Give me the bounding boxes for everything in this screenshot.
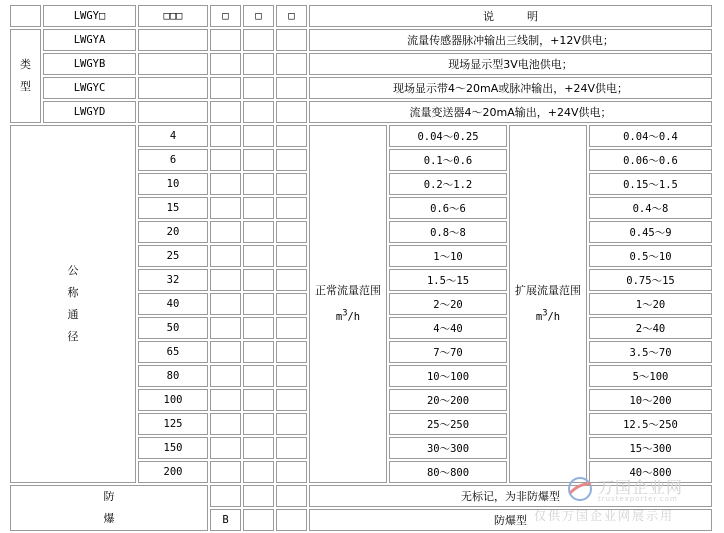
extended-range-cell: 12.5～250 [589, 413, 712, 435]
empty-code-cell [210, 437, 241, 459]
empty-code-cell [210, 149, 241, 171]
type-model-cell: LWGYC [43, 77, 136, 99]
model-prefix-header: LWGY□ [43, 5, 136, 27]
empty-code-cell [138, 77, 208, 99]
diameter-label [10, 125, 136, 483]
extended-range-unit [535, 308, 561, 323]
watermark-domain: trustexporter.com [598, 495, 678, 503]
vertical-label-char: 爆 [103, 512, 115, 525]
empty-code-cell [276, 173, 307, 195]
header-blank-cell [10, 5, 41, 27]
empty-code-cell [276, 461, 307, 483]
vertical-label-char: 径 [67, 330, 79, 343]
type-model-cell: LWGYB [43, 53, 136, 75]
explosion-label [10, 485, 208, 531]
normal-range-cell: 0.6～6 [389, 197, 507, 219]
extended-range-cell: 0.4～8 [589, 197, 712, 219]
normal-range-cell: 1～10 [389, 245, 507, 267]
empty-code-cell [210, 317, 241, 339]
empty-code-cell [243, 365, 274, 387]
extended-range-cell: 1～20 [589, 293, 712, 315]
empty-code-cell [210, 53, 241, 75]
empty-code-cell [210, 245, 241, 267]
empty-code-cell [138, 101, 208, 123]
watermark-brand: 万国企业网 [598, 478, 684, 497]
dn-value-cell: 40 [138, 293, 208, 315]
extended-range-cell: 5～100 [589, 365, 712, 387]
empty-code-cell [276, 197, 307, 219]
extended-range-cell: 3.5～70 [589, 341, 712, 363]
dn-value-cell: 10 [138, 173, 208, 195]
explosion-description-cell: 防爆型 [309, 509, 712, 531]
type-row [10, 29, 712, 51]
empty-code-cell [243, 77, 274, 99]
dn-value-cell: 15 [138, 197, 208, 219]
empty-code-cell [210, 125, 241, 147]
type-label [10, 29, 41, 123]
empty-code-cell [243, 509, 274, 531]
empty-code-cell [210, 293, 241, 315]
extended-range-cell: 0.75～15 [589, 269, 712, 291]
extended-range-cell: 0.5～10 [589, 245, 712, 267]
empty-code-cell [243, 125, 274, 147]
extended-range-cell: 40～800 [589, 461, 712, 483]
extended-range-cell: 15～300 [589, 437, 712, 459]
vertical-label-char: 通 [67, 308, 79, 321]
watermark-note: 仅供万国企业网展示用 [534, 509, 675, 523]
empty-code-cell [138, 53, 208, 75]
dn-value-cell: 65 [138, 341, 208, 363]
normal-range-cell: 30～300 [389, 437, 507, 459]
unit-rest: /h [347, 310, 361, 323]
description-header: 说 明 [309, 5, 712, 27]
type-row [10, 101, 712, 123]
normal-range-cell: 0.1～0.6 [389, 149, 507, 171]
extended-range-label: 扩展流量范围 [515, 284, 581, 298]
empty-code-cell [276, 437, 307, 459]
explosion-code-cell [210, 485, 241, 507]
normal-range-unit [335, 308, 361, 323]
extended-range-cell: 2～40 [589, 317, 712, 339]
empty-code-cell [210, 341, 241, 363]
empty-code-cell [243, 389, 274, 411]
dn-value-cell: 125 [138, 413, 208, 435]
empty-code-cell [210, 173, 241, 195]
normal-range-cell: 2～20 [389, 293, 507, 315]
empty-code-cell [210, 77, 241, 99]
type-model-cell: LWGYD [43, 101, 136, 123]
vertical-label-char: 类 [20, 58, 31, 71]
empty-code-cell [210, 413, 241, 435]
normal-range-header [309, 125, 387, 483]
empty-code-cell [210, 365, 241, 387]
dn-value-cell: 50 [138, 317, 208, 339]
empty-code-cell [243, 197, 274, 219]
normal-range-cell: 10～100 [389, 365, 507, 387]
vertical-label-char: 型 [20, 80, 31, 93]
empty-code-cell [210, 197, 241, 219]
unit-m: m [535, 310, 543, 323]
dn-value-cell: 20 [138, 221, 208, 243]
empty-code-cell [138, 29, 208, 51]
normal-range-cell: 20～200 [389, 389, 507, 411]
normal-range-cell: 0.2～1.2 [389, 173, 507, 195]
type-description-cell: 流量变送器4～20mA输出，+24V供电； [309, 101, 712, 123]
normal-range-label: 正常流量范围 [315, 284, 381, 298]
empty-code-cell [276, 77, 307, 99]
empty-code-cell [243, 149, 274, 171]
spec-table [8, 3, 714, 533]
type-description-cell: 现场显示型3V电池供电； [309, 53, 712, 75]
empty-code-cell [276, 149, 307, 171]
explosion-code-cell: B [210, 509, 241, 531]
code-header-1: □ [210, 5, 241, 27]
normal-range-cell: 4～40 [389, 317, 507, 339]
empty-code-cell [243, 101, 274, 123]
normal-range-cell: 0.8～8 [389, 221, 507, 243]
dn-value-cell: 25 [138, 245, 208, 267]
empty-code-cell [276, 269, 307, 291]
table-body [10, 5, 712, 531]
empty-code-cell [276, 341, 307, 363]
dn-value-cell: 6 [138, 149, 208, 171]
empty-code-cell [276, 293, 307, 315]
vertical-label-char: 称 [67, 286, 79, 299]
dn-value-cell: 200 [138, 461, 208, 483]
empty-code-cell [276, 509, 307, 531]
empty-code-cell [243, 413, 274, 435]
empty-code-cell [243, 293, 274, 315]
empty-code-cell [276, 125, 307, 147]
empty-code-cell [276, 53, 307, 75]
empty-code-cell [243, 221, 274, 243]
extended-range-header [509, 125, 587, 483]
extended-range-cell: 0.04～0.4 [589, 125, 712, 147]
empty-code-cell [243, 461, 274, 483]
empty-code-cell [210, 101, 241, 123]
type-row [10, 77, 712, 99]
empty-code-cell [210, 389, 241, 411]
empty-code-cell [243, 317, 274, 339]
type-row [10, 53, 712, 75]
normal-range-cell: 80～800 [389, 461, 507, 483]
empty-code-cell [210, 221, 241, 243]
normal-range-cell: 0.04～0.25 [389, 125, 507, 147]
extended-range-cell: 0.45～9 [589, 221, 712, 243]
empty-code-cell [276, 101, 307, 123]
empty-code-cell [243, 269, 274, 291]
dn-value-cell: 32 [138, 269, 208, 291]
type-description-cell: 现场显示带4～20mA或脉冲输出，+24V供电； [309, 77, 712, 99]
empty-code-cell [243, 485, 274, 507]
vertical-label-char: 防 [103, 490, 115, 503]
empty-code-cell [243, 341, 274, 363]
type-model-cell: LWGYA [43, 29, 136, 51]
empty-code-cell [243, 437, 274, 459]
empty-code-cell [210, 461, 241, 483]
normal-range-cell: 25～250 [389, 413, 507, 435]
empty-code-cell [276, 365, 307, 387]
dn-value-cell: 4 [138, 125, 208, 147]
empty-code-cell [210, 269, 241, 291]
empty-code-cell [276, 29, 307, 51]
unit-m: m [335, 310, 343, 323]
type-description-cell: 流量传感器脉冲输出三线制，+12V供电； [309, 29, 712, 51]
empty-code-cell [210, 29, 241, 51]
empty-code-cell [276, 389, 307, 411]
empty-code-cell [276, 245, 307, 267]
empty-code-cell [243, 29, 274, 51]
diameter-row [10, 125, 712, 147]
normal-range-cell: 7～70 [389, 341, 507, 363]
empty-code-cell [276, 221, 307, 243]
explosion-description-cell: 无标记，为非防爆型 [309, 485, 712, 507]
unit-sup: 3 [542, 308, 548, 319]
empty-code-cell [276, 485, 307, 507]
unit-sup: 3 [342, 308, 348, 319]
vertical-label-char: 公 [67, 264, 79, 277]
explosion-row [10, 485, 712, 507]
empty-code-cell [276, 413, 307, 435]
extended-range-cell: 0.06～0.6 [589, 149, 712, 171]
extended-range-cell: 10～200 [589, 389, 712, 411]
code-header-2: □ [243, 5, 274, 27]
empty-code-cell [243, 245, 274, 267]
header-row [10, 5, 712, 27]
unit-rest: /h [547, 310, 561, 323]
dn-value-cell: 80 [138, 365, 208, 387]
code-header-3: □ [276, 5, 307, 27]
normal-range-cell: 1.5～15 [389, 269, 507, 291]
size-code-header: □□□ [138, 5, 208, 27]
empty-code-cell [276, 317, 307, 339]
empty-code-cell [243, 53, 274, 75]
dn-value-cell: 150 [138, 437, 208, 459]
dn-value-cell: 100 [138, 389, 208, 411]
empty-code-cell [243, 173, 274, 195]
extended-range-cell: 0.15～1.5 [589, 173, 712, 195]
